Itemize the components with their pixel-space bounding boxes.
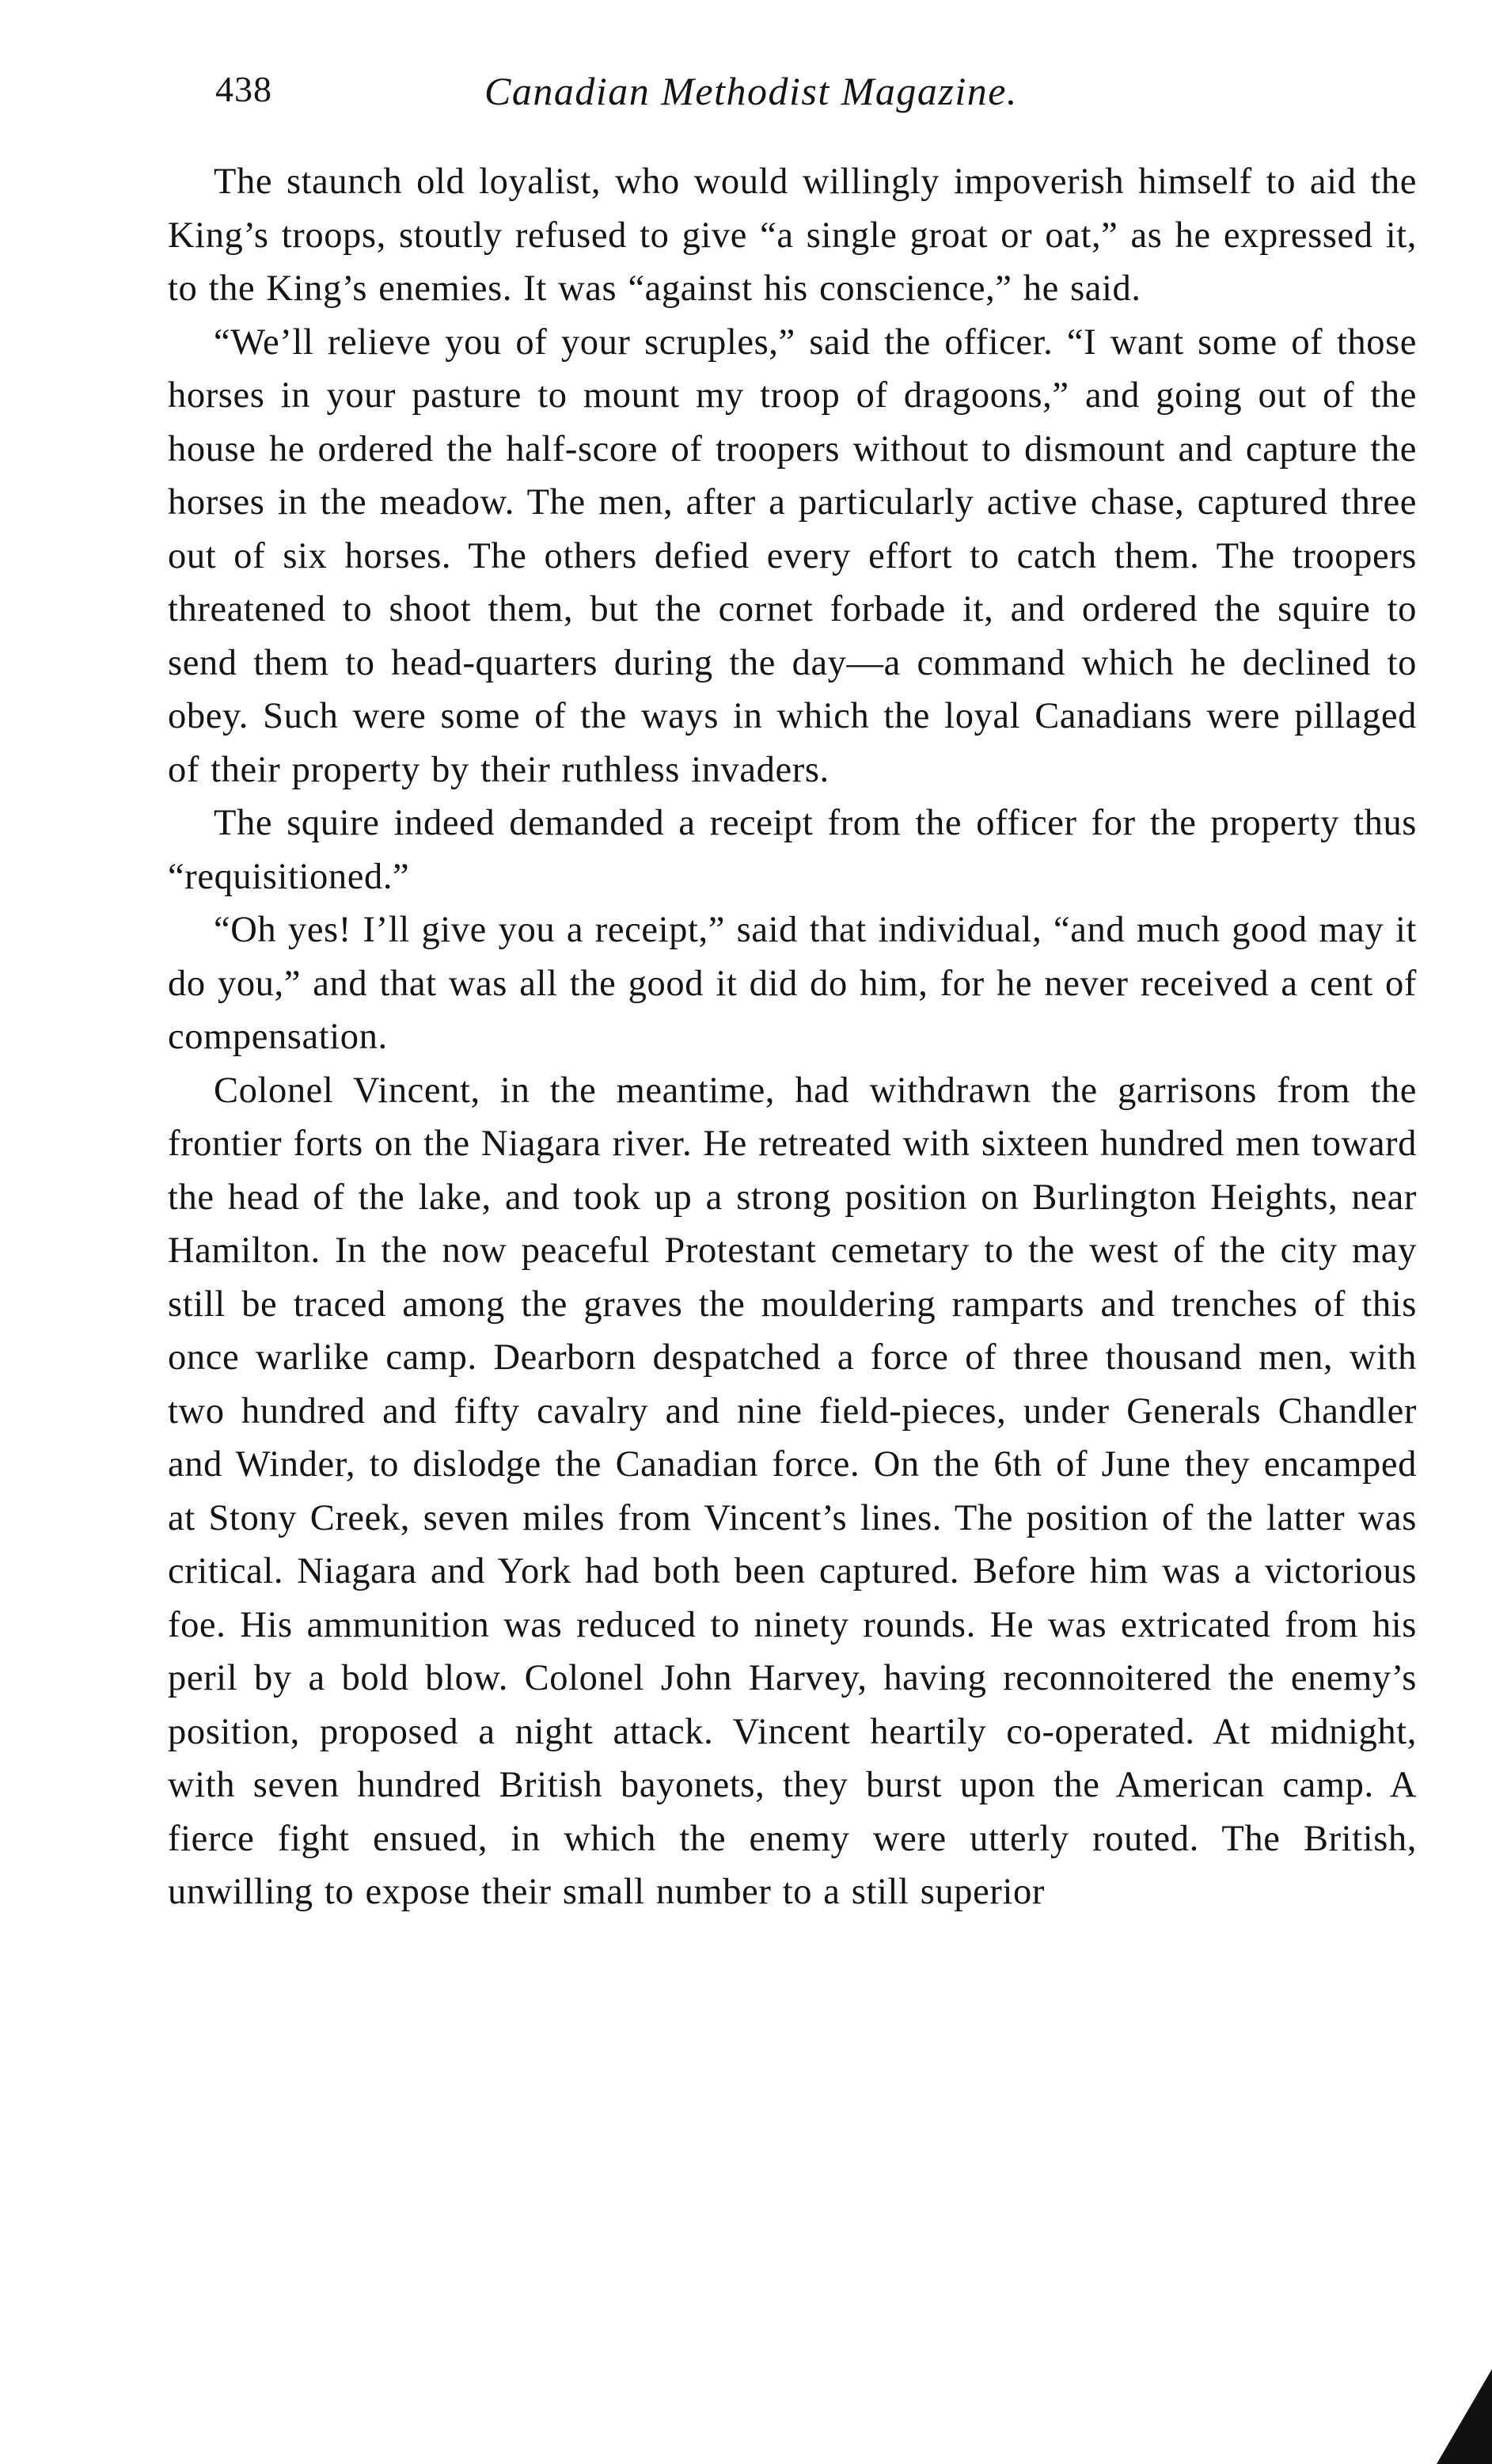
paragraph: “Oh yes! I’ll give you a receipt,” said that individual, “and much good may it do you,” and that was all the good it did do him, for he never received a cent of compensation. [168, 910, 1417, 1057]
body-text [168, 155, 1417, 1919]
paragraph: Colonel Vincent, in the meantime, had withdrawn the garrisons from the frontier forts on the Niagara river. He retreated with sixteen hundred men toward the head of the lake, and took up a strong position on Burlington Heights, near Hamilton. In the now peaceful Protestant cemetary to the west of the city may still be traced among the graves the mouldering ramparts and trenches of this once warlike camp. Dearborn despatched a force of three thousand men, with two hundred and fifty cavalry and nine field-pieces, under Generals Chandler and Winder, to dislodge the Canadian force. On the 6th of June they encamped at Stony Creek, seven miles from Vincent’s lines. The position of the latter was critical. Niagara and York had both been captured. Before him was a victorious foe. His ammunition was reduced to ninety rounds. He was extricated from his peril by a bold blow. Colonel John Harvey, having reconnoitered the enemy’s position, proposed a night attack. Vincent heartily co-operated. At midnight, with seven hundred British bayonets, they burst upon the American camp. A fierce fight ensued, in which the enemy were utterly routed. The British, unwilling to expose their small number to a still superior [168, 1070, 1417, 1912]
page-number: 438 [215, 69, 272, 109]
running-title: Canadian Methodist Magazine. [484, 69, 1018, 113]
page-corner-mark [1437, 2369, 1492, 2464]
page-header [166, 68, 1433, 131]
paragraph: “We’ll relieve you of your scruples,” said the officer. “I want some of those horses in your pasture to mount my troop of dragoons,” and going out of the house he ordered the half-score of troopers without to dismount and capture the horses in the meadow. The men, after a particularly active chase, captured three out of six horses. The others defied every effort to catch them. The troopers threatened to shoot them, but the cornet forbade it, and ordered the squire to send them to head-quarters during the day—a command which he declined to obey. Such were some of the ways in which the loyal Canadians were pillaged of their property by their ruthless invaders. [168, 321, 1417, 790]
paragraph: The squire indeed demanded a receipt from the officer for the property thus “requisitioned.” [168, 803, 1417, 897]
paragraph: The staunch old loyalist, who would willingly impoverish himself to aid the King’s troops, stoutly refused to give “a single groat or oat,” as he expressed it, to the King’s enemies. It was “against his conscience,” he said. [168, 162, 1417, 309]
